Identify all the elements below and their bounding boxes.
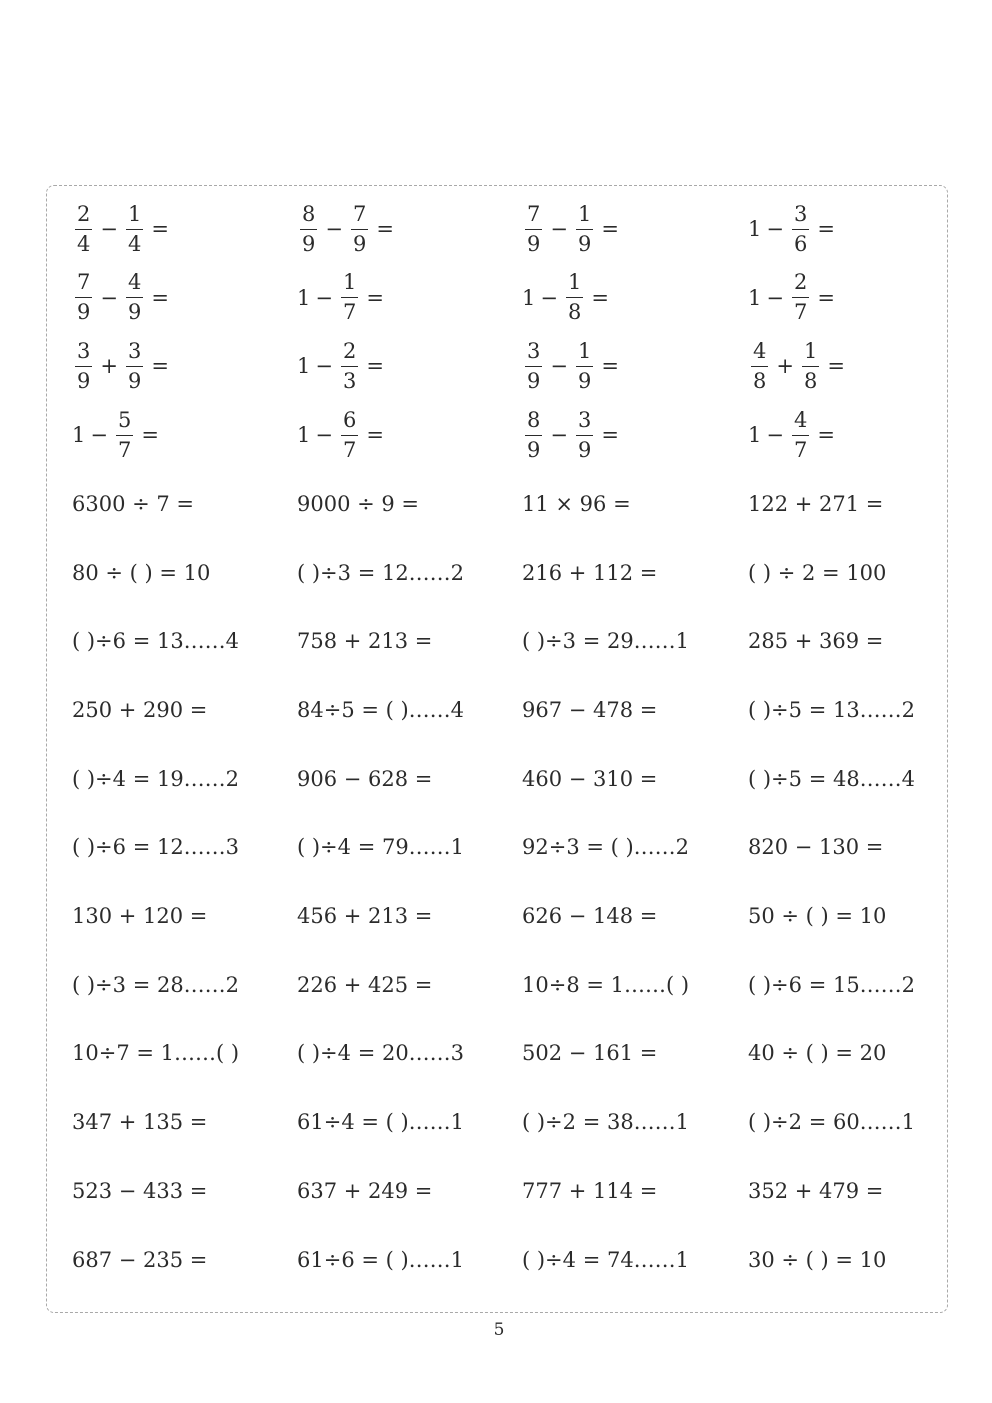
fraction [576,338,593,393]
problem-item [297,405,389,465]
problem-item [522,680,657,740]
operator: = [376,217,394,241]
problem-text: 637 + 249 = [297,1178,433,1203]
problem-item [522,955,689,1015]
fraction [525,338,542,393]
operator: = [366,423,384,448]
operator: = [817,285,835,310]
operator: = [151,217,169,241]
problem-text: 906 − 628 = [297,766,433,791]
fraction [802,338,819,393]
fraction-numerator: 4 [792,410,809,436]
problem-text: 11 × 96 = [522,491,631,516]
fraction [300,201,317,256]
problem-item [748,1092,915,1152]
problem-text: 92÷3 = ( )……2 [522,835,690,860]
fraction [351,201,368,256]
fraction-numerator: 4 [751,341,768,367]
fraction-denominator: 7 [342,300,357,325]
problem-text: ( )÷5 = 48……4 [748,766,916,791]
fraction [792,201,809,256]
operator: = [366,285,384,310]
problem-text: 61÷6 = ( )……1 [297,1247,465,1272]
operator: − [325,217,343,241]
fraction [116,407,133,462]
fraction-denominator: 7 [793,300,808,325]
operator: + [776,354,794,379]
operator: + [100,354,118,379]
fraction [525,201,542,256]
operator: − [540,285,558,310]
fraction-denominator: 3 [342,368,357,393]
fraction-denominator: 9 [352,231,367,256]
fraction-numerator: 1 [802,341,819,367]
operator: − [315,354,333,379]
operator: = [827,354,845,379]
fraction-denominator: 9 [577,368,592,393]
operator: − [550,354,568,379]
problem-item [522,474,631,534]
problem-text: ( )÷3 = 28……2 [72,972,240,997]
problem-text: ( )÷3 = 12……2 [297,560,465,585]
problem-item [748,1230,886,1290]
problem-text: 967 − 478 = [522,697,658,722]
problem-item [748,199,840,259]
problem-item [297,611,432,671]
whole-number: 1 [748,285,762,310]
problem-item [72,199,174,259]
problem-item [297,955,432,1015]
problem-item [522,199,624,259]
problem-text: 758 + 213 = [297,629,433,654]
fraction-denominator: 9 [577,437,592,462]
problem-item [522,817,689,877]
problem-text: 10÷7 = 1……( ) [72,1041,240,1066]
fraction-numerator: 4 [126,272,143,298]
fraction-denominator: 9 [577,231,592,256]
fraction-numerator: 1 [341,272,358,298]
operator: − [315,285,333,310]
operator: = [601,354,619,379]
problem-text: 250 + 290 = [72,697,208,722]
problem-item [522,1161,657,1221]
fraction-numerator: 2 [792,272,809,298]
fraction-denominator: 9 [77,368,91,393]
problem-text: ( )÷4 = 20……3 [297,1041,465,1066]
problem-item [297,268,389,328]
problem-item [72,268,174,328]
problem-item [72,680,207,740]
fraction [792,407,809,462]
fraction-numerator: 2 [341,341,358,367]
problem-text: ( )÷6 = 12……3 [72,835,240,860]
problem-text: 226 + 425 = [297,972,433,997]
operator: = [817,217,835,241]
problem-text: 352 + 479 = [748,1178,884,1203]
problem-item [297,199,399,259]
problem-text: 460 − 310 = [522,766,658,791]
problem-item [748,1023,886,1083]
fraction [576,407,593,462]
problem-item [748,1161,883,1221]
fraction [566,272,583,323]
fraction [126,338,143,393]
fraction-numerator: 7 [525,204,542,230]
problem-item [72,1023,239,1083]
fraction-numerator: 2 [75,204,92,230]
operator: − [315,423,333,448]
fraction-numerator: 1 [566,272,583,298]
fraction [576,201,593,256]
problem-text: 50 ÷ ( ) = 10 [748,904,887,928]
fraction-denominator: 7 [342,437,357,462]
problem-item [522,749,657,809]
problem-item [522,543,657,603]
problem-text: 6300 ÷ 7 = [72,491,195,516]
problem-text: ( )÷2 = 38……1 [522,1110,690,1135]
problem-item [297,543,464,603]
whole-number: 1 [297,354,311,379]
problem-item [72,955,239,1015]
problem-item [748,817,883,877]
fraction-numerator: 1 [576,204,593,230]
problem-text: 285 + 369 = [748,629,884,654]
problem-text: 456 + 213 = [297,904,433,928]
problem-text: ( )÷4 = 79……1 [297,835,465,860]
problem-text: 84÷5 = ( )……4 [297,697,465,722]
fraction [75,272,92,323]
problem-text: 626 − 148 = [522,904,658,928]
problem-item [297,1092,464,1152]
operator: − [90,423,108,448]
problem-text: 10÷8 = 1……( ) [522,972,690,997]
fraction-denominator: 9 [527,231,541,256]
problem-item [748,680,915,740]
problem-text: 523 − 433 = [72,1178,208,1203]
problem-item [297,817,464,877]
problem-item [72,886,207,946]
problem-item [297,474,419,534]
fraction-numerator: 6 [341,410,358,436]
operator: = [151,285,169,310]
problem-item [72,611,239,671]
problem-text: ( )÷6 = 15……2 [748,972,916,997]
problem-item [297,680,464,740]
fraction-numerator: 3 [126,341,143,367]
fraction-numerator: 7 [75,272,92,298]
problem-item [72,749,239,809]
operator: = [601,217,619,241]
fraction-numerator: 1 [126,204,143,230]
operator: − [100,285,118,310]
fraction [792,272,809,323]
operator: − [766,423,784,448]
problem-item [297,1230,464,1290]
fraction-denominator: 6 [793,231,808,256]
problem-text: ( )÷4 = 74……1 [522,1247,690,1272]
problem-text: 130 + 120 = [72,904,208,928]
whole-number: 1 [72,423,86,448]
problem-item [72,543,210,603]
fraction [341,272,358,323]
fraction-denominator: 9 [127,368,142,393]
problem-item [748,474,883,534]
problem-text: 502 − 161 = [522,1041,658,1066]
problem-text: 30 ÷ ( ) = 10 [748,1247,887,1272]
fraction [126,272,143,323]
problem-text: 9000 ÷ 9 = [297,491,420,516]
whole-number: 1 [748,217,762,241]
whole-number: 1 [297,285,311,310]
problem-text: ( )÷4 = 19……2 [72,766,240,791]
page-number: 5 [493,1320,505,1340]
fraction-numerator: 1 [576,341,593,367]
fraction-denominator: 8 [567,300,582,325]
fraction-numerator: 3 [576,410,593,436]
problem-item [522,1023,657,1083]
operator: = [817,423,835,448]
problem-item [297,1161,432,1221]
problem-item [748,611,883,671]
operator: − [766,285,784,310]
fraction [126,201,143,256]
problem-text: ( )÷3 = 29……1 [522,629,690,654]
problem-item [522,1092,689,1152]
problem-text: ( ) ÷ 2 = 100 [748,560,887,585]
problem-text: 687 − 235 = [72,1247,208,1272]
operator: = [141,423,159,448]
fraction-denominator: 8 [753,368,767,393]
fraction-numerator: 8 [300,204,317,230]
fraction [75,201,92,256]
fraction [75,338,92,393]
fraction [341,338,358,393]
problem-item [297,749,432,809]
fraction-denominator: 9 [302,231,316,256]
problem-text: 40 ÷ ( ) = 20 [748,1041,887,1066]
fraction-numerator: 7 [351,204,368,230]
problem-text: 61÷4 = ( )……1 [297,1110,465,1135]
problem-item [748,749,915,809]
operator: = [601,423,619,448]
problem-item [72,817,239,877]
whole-number: 1 [522,285,536,310]
problem-item [748,955,915,1015]
problem-item [748,268,840,328]
problem-item [522,886,657,946]
problem-item [522,1230,689,1290]
problem-item [748,543,886,603]
fraction [525,407,542,462]
problem-item [748,886,886,946]
problem-text: ( )÷6 = 13……4 [72,629,240,654]
operator: − [766,217,784,241]
problem-item [72,474,194,534]
fraction [341,407,358,462]
problem-text: ( )÷2 = 60……1 [748,1110,916,1135]
problem-item [748,336,850,396]
fraction-denominator: 7 [117,437,132,462]
operator: = [366,354,384,379]
problem-text: ( )÷5 = 13……2 [748,697,916,722]
problem-text: 216 + 112 = [522,560,658,585]
fraction-denominator: 9 [127,300,142,325]
operator: = [151,354,169,379]
fraction-denominator: 8 [803,368,818,393]
fraction-denominator: 9 [527,437,541,462]
problem-text: 777 + 114 = [522,1178,658,1203]
problem-item [522,405,624,465]
operator: − [550,423,568,448]
operator: = [591,285,609,310]
problem-text: 122 + 271 = [748,491,884,516]
problem-text: 347 + 135 = [72,1110,208,1135]
problem-item [522,268,614,328]
fraction-denominator: 9 [77,300,91,325]
problem-text: 80 ÷ ( ) = 10 [72,560,211,585]
problem-item [748,405,840,465]
fraction-numerator: 8 [525,410,542,436]
fraction-numerator: 5 [116,410,133,436]
fraction-numerator: 3 [792,204,809,230]
whole-number: 1 [748,423,762,448]
problem-item [72,1161,207,1221]
problem-item [297,336,389,396]
fraction-numerator: 3 [75,341,92,367]
fraction-denominator: 4 [127,231,142,256]
problem-text: 820 − 130 = [748,835,884,860]
problem-item [522,611,689,671]
whole-number: 1 [297,423,311,448]
problem-item [72,405,164,465]
problem-item [72,1092,207,1152]
fraction-denominator: 4 [77,231,91,256]
fraction-denominator: 9 [527,368,541,393]
problem-item [297,1023,464,1083]
problem-item [72,1230,207,1290]
problem-item [522,336,624,396]
fraction [751,338,768,393]
operator: − [550,217,568,241]
operator: − [100,217,118,241]
fraction-denominator: 7 [793,437,808,462]
problem-item [297,886,432,946]
problem-item [72,336,174,396]
fraction-numerator: 3 [525,341,542,367]
